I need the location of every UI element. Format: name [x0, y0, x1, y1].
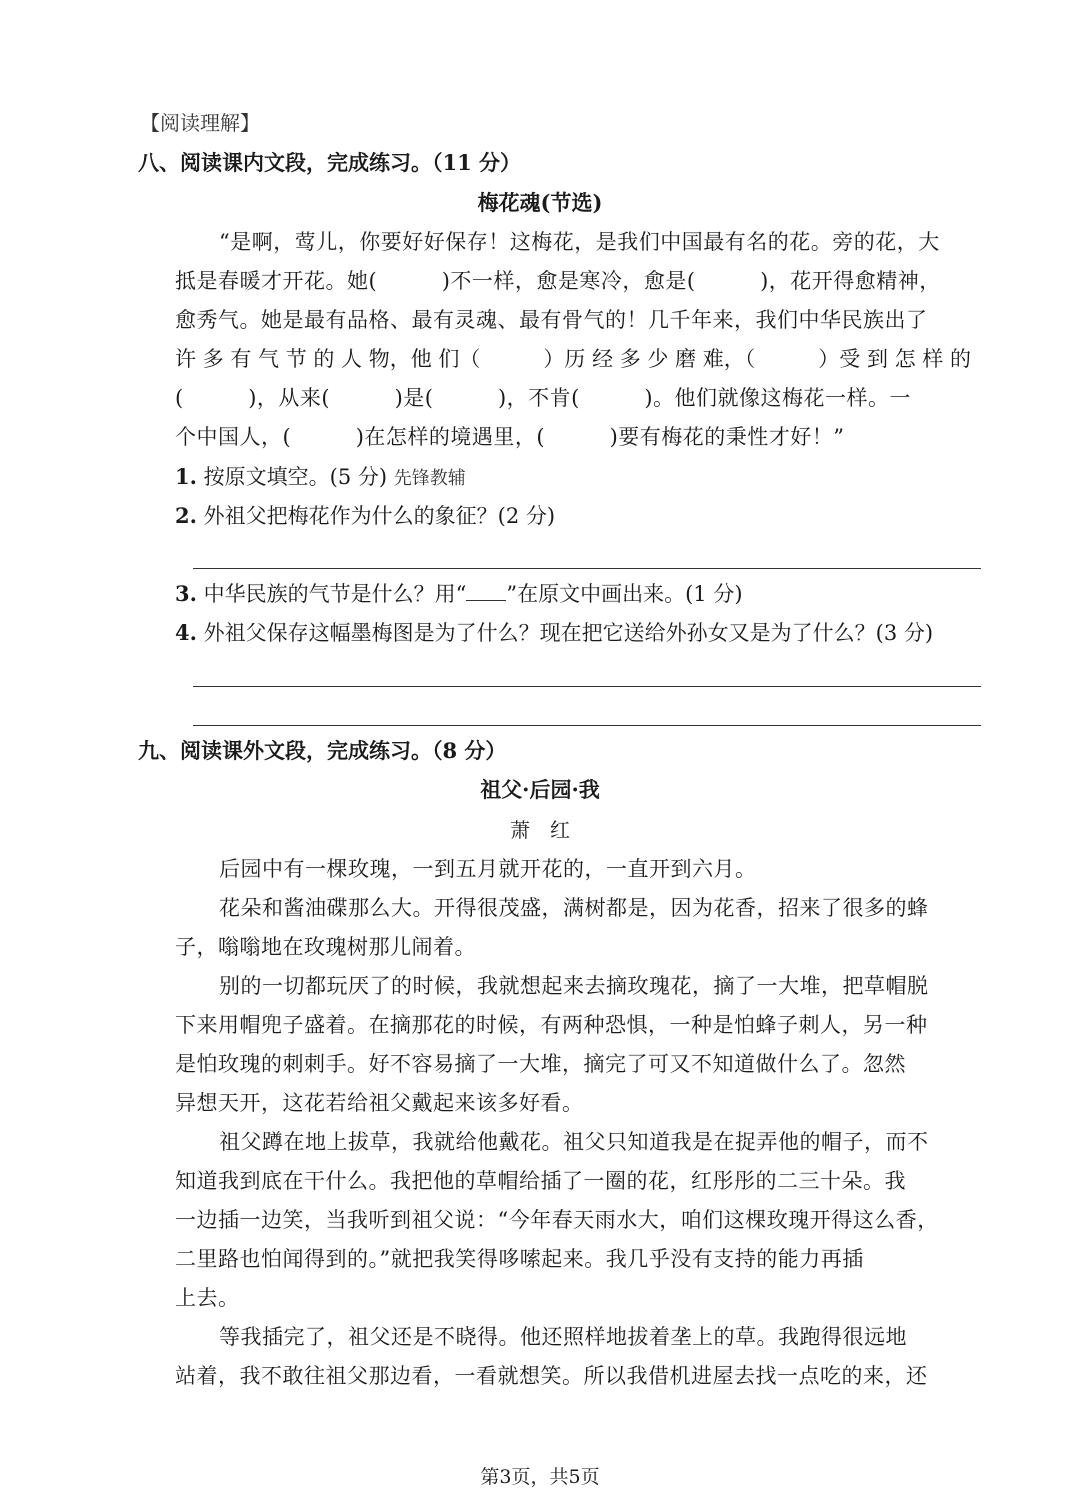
q8-passage-line: 抵是春暖才开花。她( )不一样，愈是寒冷，愈是( )，花开得愈精神， — [175, 269, 941, 293]
q8-passage-line: 许 多 有 气 节 的 人 物，他 们（ ）历 经 多 少 磨 难，（ ）受 到 怎 样 的 — [175, 347, 971, 371]
q9-passage-line: 等我插完了，祖父还是不晓得。他还照样地拔着垄上的草。我跑得很远地 — [219, 1325, 907, 1349]
q9-passage-line: 是怕玫瑰的刺刺手。好不容易摘了一大堆，摘完了可又不知道做什么了。忽然 — [175, 1052, 906, 1076]
q8-question-1 — [175, 462, 466, 494]
q9-passage-line: 知道我到底在干什么。我把他的草帽给插了一圈的花，红彤彤的二三十朵。我 — [175, 1169, 906, 1193]
answer-line[interactable] — [193, 725, 981, 726]
q9-passage-line: 祖父蹲在地上拔草，我就给他戴花。祖父只知道我是在捉弄他的帽子，而不 — [219, 1130, 929, 1154]
q8-passage-line: “是啊，莺儿，你要好好保存！这梅花，是我们中国最有名的花。旁的花，大 — [219, 230, 940, 254]
page-number: 第3页，共5页 — [480, 1466, 600, 1488]
q8-passage-title: 梅花魂(节选) — [477, 190, 603, 215]
q9-passage-line: 一边插一边笑，当我听到祖父说：“今年春天雨水大，咱们这棵玫瑰开得这么香， — [175, 1208, 939, 1232]
q9-passage-line: 下来用帽兜子盛着。在摘那花的时候，有两种恐惧，一种是怕蜂子刺人，另一种 — [175, 1013, 928, 1037]
q9-passage-line: 后园中有一棵玫瑰，一到五月就开花的，一直开到六月。 — [219, 857, 757, 881]
question-text: ”在原文中画出来。(1 分) — [506, 582, 743, 606]
q9-passage-line: 二里路也怕闻得到的。”就把我笑得哆嗦起来。我几乎没有支持的能力再插 — [175, 1247, 864, 1271]
q9-passage-line: 上去。 — [175, 1286, 240, 1310]
q8-passage-line: 愈秀气。她是最有品格、最有灵魂、最有骨气的！几千年来，我们中华民族出了 — [175, 308, 928, 332]
q9-passage-line: 别的一切都玩厌了的时候，我就想起来去摘玫瑰花，摘了一大堆，把草帽脱 — [219, 974, 929, 998]
question-text: 按原文填空。(5 分) — [203, 465, 388, 489]
answer-line[interactable] — [193, 686, 981, 687]
q9-passage-title: 祖父·后园·我 — [480, 777, 600, 802]
answer-line[interactable] — [193, 568, 981, 569]
question-text: 中华民族的气节是什么？用“ — [203, 582, 467, 606]
section-tag: 【阅读理解】 — [140, 111, 260, 135]
q9-passage-line: 花朵和酱油碟那么大。开得很茂盛，满树都是，因为花香，招来了很多的蜂 — [219, 896, 929, 920]
q9-author: 萧 红 — [510, 818, 570, 842]
q9-header: 九、阅读课外文段，完成练习。（8 分） — [138, 738, 507, 763]
publisher-note: 先锋教辅 — [393, 468, 466, 489]
q8-header: 八、阅读课内文段，完成练习。（11 分） — [138, 150, 522, 175]
question-text: 外祖父保存这幅墨梅图是为了什么？现在把它送给外孙女又是为了什么？(3 分) — [203, 621, 934, 645]
question-number: 4. — [175, 620, 197, 645]
question-number: 3. — [175, 581, 197, 606]
q9-passage-line: 异想天开，这花若给祖父戴起来该多好看。 — [175, 1091, 584, 1115]
q8-passage-line: ( )，从来( )是( )，不肯( )。他们就像这梅花一样。一 — [175, 386, 912, 410]
question-text: 外祖父把梅花作为什么的象征？(2 分) — [203, 504, 556, 528]
q8-question-2 — [175, 501, 555, 531]
question-number: 2. — [175, 503, 197, 528]
q9-passage-line: 子，嗡嗡地在玫瑰树那儿闹着。 — [175, 935, 476, 959]
q9-passage-line: 站着，我不敢往祖父那边看，一看就想笑。所以我借机进屋去找一点吃的来，还 — [175, 1364, 928, 1388]
underline-mark — [466, 582, 506, 601]
q8-question-3 — [175, 579, 743, 609]
question-number: 1. — [175, 464, 197, 489]
q8-question-4 — [175, 618, 933, 648]
q8-passage-line: 个中国人，( )在怎样的境遇里，( )要有梅花的秉性才好！” — [175, 425, 845, 449]
